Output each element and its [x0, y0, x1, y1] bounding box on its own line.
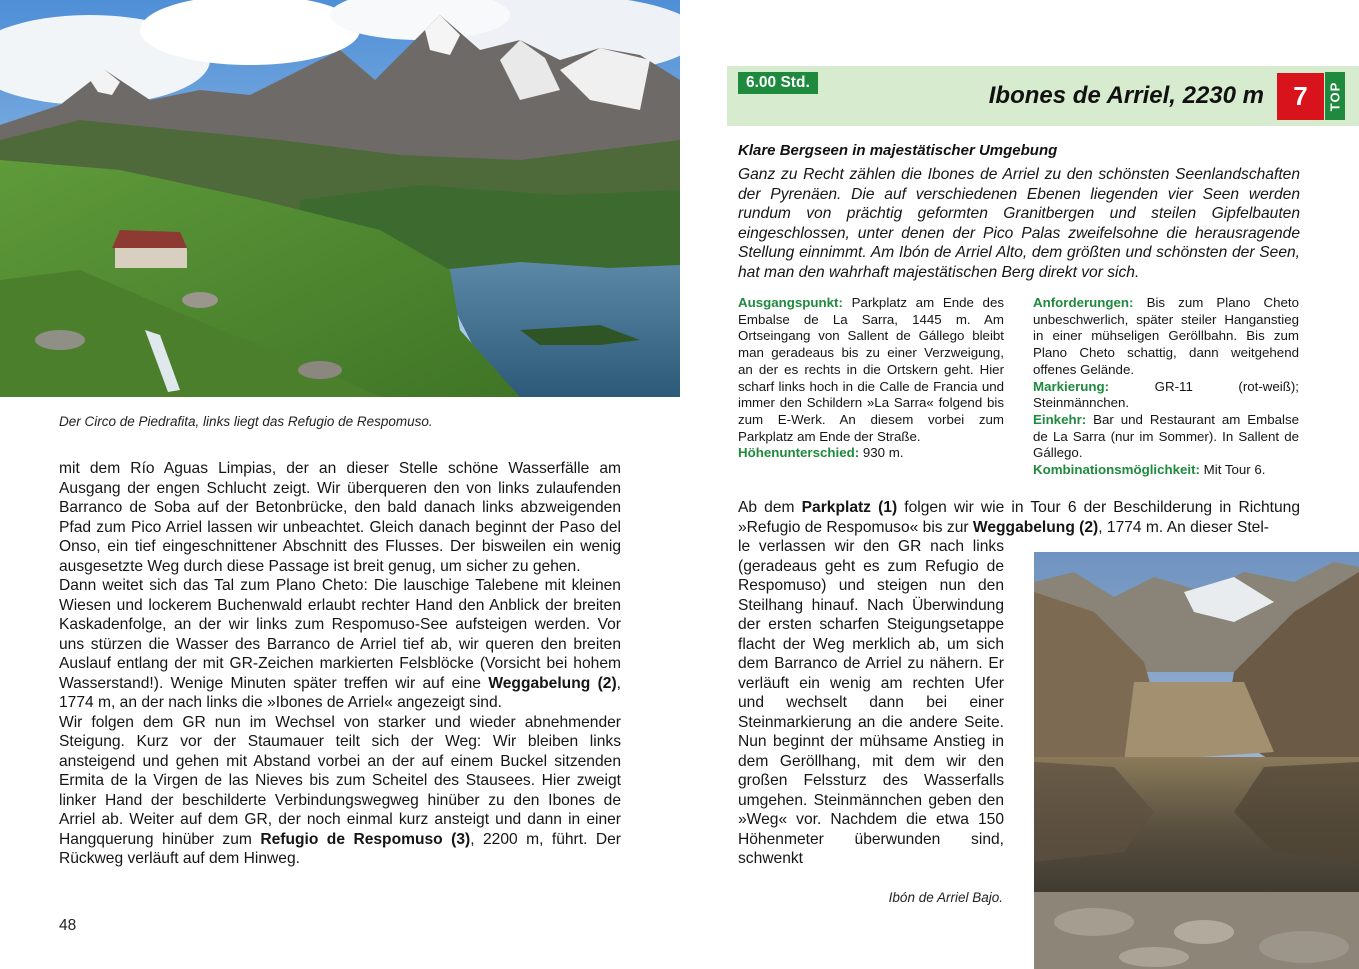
info-label: Ausgangspunkt: [738, 295, 843, 310]
paragraph [59, 713, 621, 869]
text-run: , 2200 m, führt. Der Rückweg verläuft auf dem Hinweg. [59, 830, 621, 867]
info-column-left [738, 295, 1004, 462]
tour-title: Ibones de Arriel, 2230 m [988, 82, 1264, 109]
info-column-right [1033, 295, 1299, 479]
tour-intro: Ganz zu Recht zählen die Ibones de Arriel zu den schönsten Seenlandschaften der Pyrenäen. Die auf verschiedenen Ebenen liegenden vier Seen werden rundum von prächtig geformten Granitbergen und steilen Gipfelbauten eingeschlossen, unter denen der Pico Palas zweifelsohne die herausragende Stellung einnimmt. Am Ibón de Arriel Alto, dem größten und schönsten der Seen, hat man den wahrhaft majestätischen Berg direkt vor sich. [738, 166, 1300, 281]
info-label: Kombinationsmöglichkeit: [1033, 462, 1200, 478]
paragraph [59, 576, 621, 713]
text-run: folgen wir wie in Tour 6 der Beschilderung in Richtung »Refugio de Respomuso« bis zur [738, 499, 1300, 536]
bold-waypoint: Weggabelung (2) [488, 674, 617, 692]
info-text: GR-11 (rot-weiß); Steinmännchen. [1033, 378, 1299, 411]
text-run: , 1774 m. An dieser Stel- [1098, 518, 1270, 536]
text-run: Dann weitet sich das Tal zum Plano Cheto: Die lauschige Talebene mit kleinen Wiesen und lockerem Buchenwald erlaubt rechter Hand den Anblick der breiten Kaskadenfolge, an der wir links zum Respomuso-See aufsteigen werden. Vor uns stürzen die Wasser des Barranco de Arriel tief ab, wir queren den breiten Auslauf entlang der mit GR-Zeichen markierten Felsblöcke (Vorsicht bei hohem Wasserstand!). Wenige Minuten später treffen wir auf eine [59, 577, 621, 692]
info-label: Markierung: [1033, 378, 1110, 394]
text-run: mit dem Río Aguas Limpias, der an dieser Stelle schöne Wasserfälle am Ausgang der engen Schlucht zeigt. Wir überqueren den von links zulaufenden Barranco de Soba auf der Betonbrücke, den bald danach links abzweigenden Pfad zum Pico Arriel lassen wir unbeachtet. Gleich danach beginnt der Paso del Onso, ein tief eingeschnittener Abschnitt des Flusses. Der bisweilen ein wenig ausgesetzte Weg durch diese Passage ist breit genug, um sicher zu gehen. [59, 460, 621, 575]
info-entry [1033, 412, 1299, 462]
info-entry [1033, 379, 1299, 412]
bold-waypoint: Refugio de Respomuso (3) [260, 830, 471, 848]
text-run: Wir folgen dem GR nun im Wechsel von starker und wieder abnehmender Steigung. Kurz vor der Staumauer teilt sich der Weg: Wir bleiben links ansteigend und gehen mit Abstand vorbei an der auf einem Buckel sitzenden Ermita de la Virgen de las Nieves bis zum Scheitel des Stausees. Hier zweigt linker Hand der beschilderte Verbindungswegweg hinüber zu den Ibones de Arriel ab. Weiter auf dem GR, der noch einmal kurz ansteigt und dann in einer Hangquerung hinüber zum [59, 713, 621, 848]
info-label: Einkehr: [1033, 411, 1087, 427]
top-tag-label: TOP [1327, 81, 1343, 111]
info-text: Bar und Restaurant am Embalse de La Sarra (nur im Sommer). In Sallent de Gállego. [1033, 411, 1299, 461]
mountain-lake-photo [0, 0, 680, 397]
photo-caption-right: Ibón de Arriel Bajo. [888, 890, 1003, 905]
duration-badge: 6.00 Std. [738, 72, 818, 94]
text-run: , 1774 m, an der nach links die »Ibones de Arriel« angezeigt sind. [59, 674, 621, 711]
info-text: Mit Tour 6. [1199, 462, 1266, 478]
info-entry [738, 295, 1004, 445]
info-text: Parkplatz am Ende des Embalse de La Sarra, 1445 m. Am Ortseingang von Sallent de Gállego bleibt man geradeaus bis zu einer Verzweigung, an der es rechts in die Ortskern geht. Hier scharf links hoch in die Calle de Francia und immer den Schildern »La Sarra« folgend bis zum E-Werk. An diesem vorbei zum Parkplatz am Ende der Straße. [738, 295, 1004, 444]
text-run: Ab dem [738, 499, 802, 516]
route-description [738, 498, 1300, 537]
info-entry [1033, 295, 1299, 379]
alpine-lake-reflection-photo [1034, 552, 1359, 969]
info-label: Anforderungen: [1033, 295, 1134, 310]
top-tag [1325, 72, 1345, 120]
info-label: Höhenunterschied: [738, 445, 860, 461]
right-page [680, 0, 1359, 969]
info-text: Bis zum Plano Cheto unbeschwerlich, später steiler Hanganstieg in einer mühseligen Geröllbahn. Bis zum Plano Cheto schattig, dann weitgehend offenes Gelände. [1033, 295, 1299, 377]
paragraph [59, 459, 621, 576]
bold-waypoint: Parkplatz (1) [801, 499, 898, 516]
bold-waypoint: Weggabelung (2) [972, 518, 1099, 536]
body-text [59, 459, 621, 869]
info-entry [738, 445, 1004, 462]
photo-caption: Der Circo de Piedrafita, links liegt das Refugio de Respomuso. [59, 414, 433, 429]
page-number: 48 [59, 917, 77, 934]
tour-subtitle: Klare Bergseen in majestätischer Umgebung [738, 142, 1058, 159]
info-entry [1033, 462, 1299, 479]
route-description-continued: le verlassen wir den GR nach links (geradeaus geht es zum Refugio de Respomuso) und steigen nun den Steilhang hinauf. Nach Überwindung der ersten scharfen Steigungsetappe flacht der Weg merklich ab, um sich dem Barranco de Arriel zu nähern. Er verläuft ein wenig am rechten Ufer und wechselt dann bei einer Steinmarkierung an die andere Seite. Nun beginnt der mühsame Anstieg in dem Geröllhang, mit dem wir den großen Felssturz des Wasserfalls umgehen. Steinmännchen geben den »Weg« vor. Nachdem die etwa 150 Höhenmeter überwunden sind, schwenkt [738, 538, 1004, 867]
info-text: 930 m. [859, 445, 904, 461]
tour-number-badge: 7 [1277, 73, 1324, 120]
